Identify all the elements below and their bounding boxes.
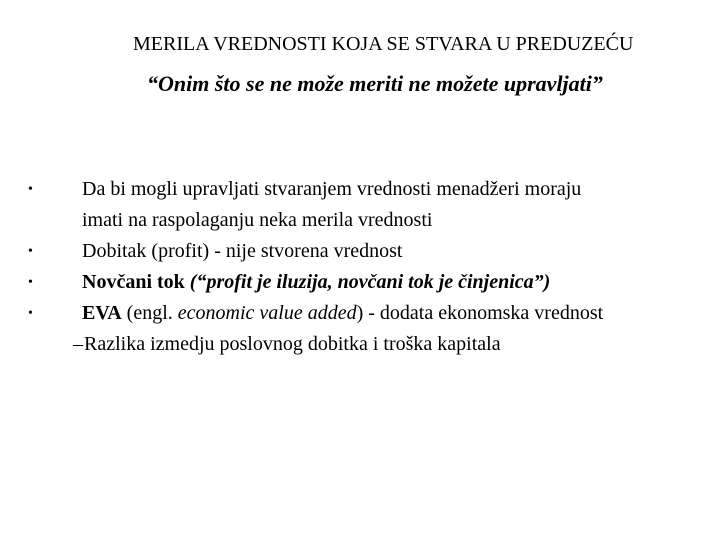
bullet-item-novcani-tok <box>28 267 718 298</box>
sub-bullet-marker: – <box>73 333 83 355</box>
bullet-text: Dobitak (profit) - nije stvorena vrednost <box>82 240 403 262</box>
bullet-item-merila <box>28 174 718 236</box>
bullet-marker: • <box>28 244 33 259</box>
bullet-marker: • <box>28 306 33 321</box>
bullet-text <box>82 298 718 329</box>
bullet-bold-term: EVA <box>82 302 122 324</box>
bullet-list <box>28 174 718 360</box>
bullet-bold-term: Novčani tok <box>82 271 185 293</box>
sub-bullet-item-razlika <box>0 329 718 360</box>
bullet-item-dobitak <box>28 236 718 267</box>
bullet-text-line2: imati na raspolaganju neka merila vrednosti <box>82 209 433 231</box>
bullet-marker: • <box>28 182 33 197</box>
bullet-text-line1: Da bi mogli upravljati stvaranjem vrednosti menadžeri moraju <box>82 178 582 200</box>
bullet-pre: (engl. <box>121 302 178 324</box>
bullet-italic-term: economic value added <box>177 302 357 324</box>
bullet-italic-quote: (“profit je iluzija, novčani tok je činjenica”) <box>184 271 551 293</box>
bullet-item-eva <box>28 298 718 329</box>
slide-subtitle-quote: “Onim što se ne može meriti ne možete upravljati” <box>147 71 603 96</box>
slide-title: MERILA VREDNOSTI KOJA SE STVARA U PREDUZEĆU <box>133 33 634 55</box>
bullet-marker: • <box>28 275 33 290</box>
bullet-post: ) - dodata ekonomska vrednost <box>356 302 604 324</box>
sub-bullet-text: Razlika izmedju poslovnog dobitka i troška kapitala <box>84 333 501 355</box>
bullet-text <box>82 267 718 298</box>
